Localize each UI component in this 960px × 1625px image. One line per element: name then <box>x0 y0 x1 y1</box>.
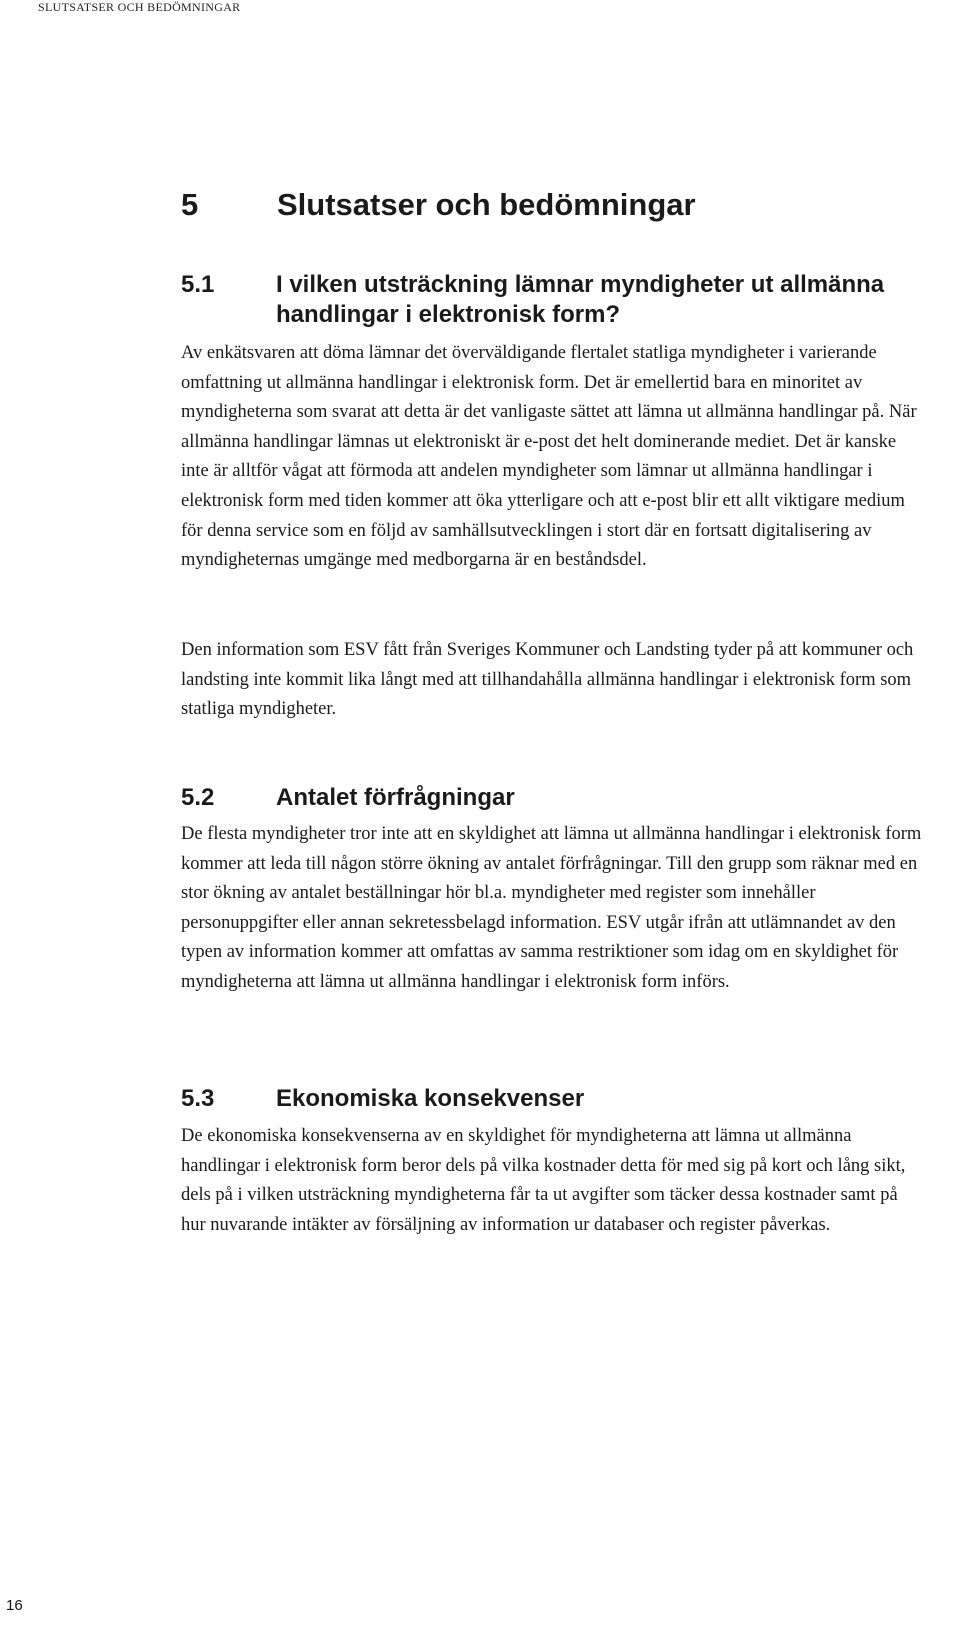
chapter-number: 5 <box>181 187 199 222</box>
section-title: I vilken utsträckning lämnar myndigheter ut allmänna handlingar i elektronisk form? <box>276 271 885 328</box>
section-heading-5-2 <box>181 783 515 813</box>
chapter-title: Slutsatser och bedömningar <box>277 187 696 222</box>
section-title: Antalet förfrågningar <box>276 784 515 811</box>
paragraph: Den information som ESV fått från Sveriges Kommuner och Landsting tyder på att kommuner och landsting inte kommit lika långt med att tillhandahålla allmänna handlingar i elektronisk form som statliga myndigheter. <box>181 640 914 720</box>
section-title: Ekonomiska konsekvenser <box>276 1085 585 1112</box>
section-heading-5-1 <box>181 270 926 330</box>
section-heading-5-3 <box>181 1084 584 1114</box>
running-header: SLUTSATSER OCH BEDÖMNINGAR <box>38 0 241 14</box>
section-number: 5.2 <box>181 784 215 811</box>
paragraph: De flesta myndigheter tror inte att en skyldighet att lämna ut allmänna handlingar i elektronisk form kommer att leda till någon större ökning av antalet förfrågningar. Till den grupp som räknar med en stor ökning av antalet beställningar hör bl.a. myndigheter med register som innehåller personuppgifter eller annan sekretessbelagd information. ESV utgår ifrån att utlämnandet av den typen av information kommer att omfattas av samma restriktioner som idag om en skyldighet för myndigheterna att lämna ut allmänna handlingar i elektronisk form införs. <box>181 824 922 992</box>
chapter-heading <box>181 186 696 224</box>
section-number: 5.1 <box>181 271 215 298</box>
paragraph: De ekonomiska konsekvenserna av en skyldighet för myndigheterna att lämna ut allmänna handlingar i elektronisk form beror dels på vilka kostnader detta för med sig på kort och lång sikt, dels på i vilken utsträckning myndigheterna får ta ut avgifter som täcker dessa kostnader samt på hur nuvarande intäkter av försäljning av information ur databaser och register påverkas. <box>181 1126 906 1235</box>
paragraph: Av enkätsvaren att döma lämnar det överväldigande flertalet statliga myndigheter i varierande omfattning ut allmänna handlingar i elektronisk form. Det är emellertid bara en minoritet av myndigheterna som svarat att detta är det vanligaste sättet att lämna ut allmänna handlingar på. När allmänna handlingar lämnas ut elektroniskt är e-post det helt dominerande mediet. Det är kanske inte är alltför vågat att förmoda att andelen myndigheter som lämnar ut allmänna handlingar i elektronisk form med tiden kommer att öka ytterligare och att e-post blir ett allt viktigare medium för denna service som en följd av samhällsutvecklingen i stort där en fortsatt digitalisering av myndigheternas umgänge med medborgarna är en beståndsdel. <box>181 343 917 571</box>
page-number: 16 <box>6 1597 23 1614</box>
section-number: 5.3 <box>181 1085 215 1112</box>
